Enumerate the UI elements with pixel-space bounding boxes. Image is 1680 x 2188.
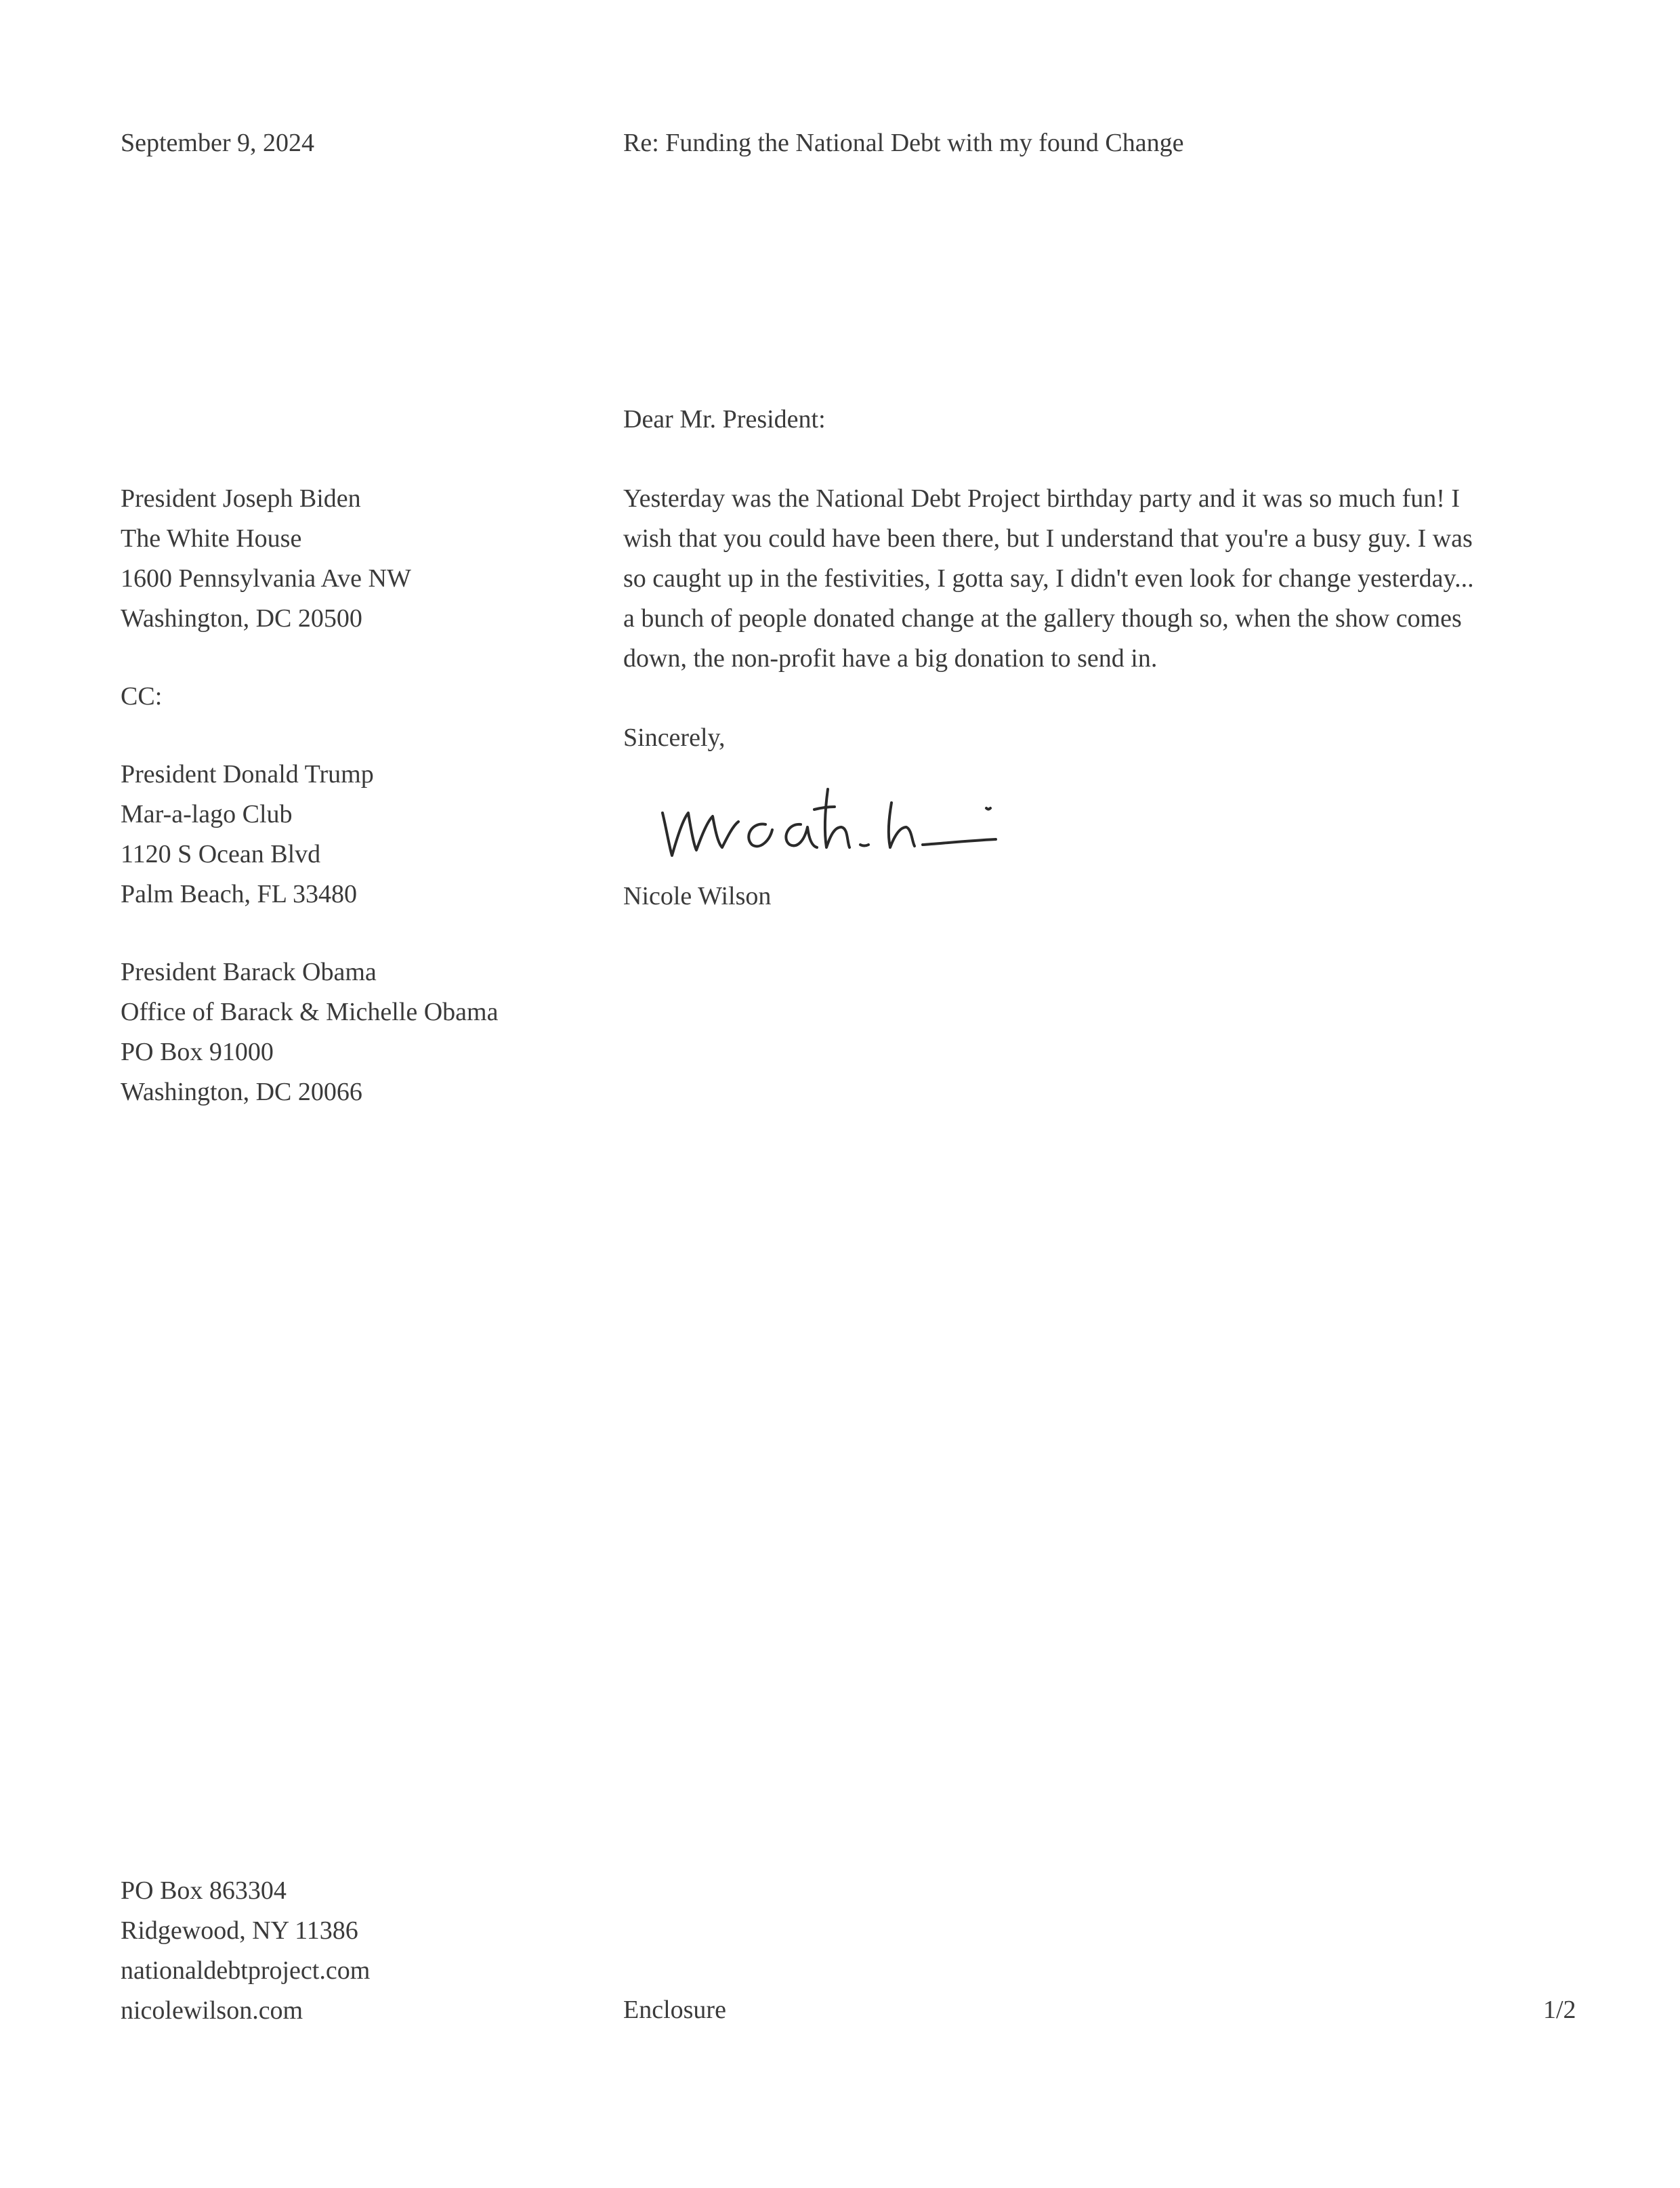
letter-date: September 9, 2024 xyxy=(121,129,315,157)
body-line: a bunch of people donated change at the gallery though so, when the show comes xyxy=(623,604,1462,633)
cc-label xyxy=(121,677,498,717)
address-line: Washington, DC 20066 xyxy=(121,1078,362,1106)
address-line: PO Box 91000 xyxy=(121,1038,274,1066)
signer-name: Nicole Wilson xyxy=(623,882,772,910)
footer-line: PO Box 863304 xyxy=(121,1876,287,1905)
footer-line: nicolewilson.com xyxy=(121,1996,303,2025)
body-line: Yesterday was the National Debt Project birthday party and it was so much fun! I xyxy=(623,484,1461,513)
address-line: 1120 S Ocean Blvd xyxy=(121,840,321,868)
address-line: Mar-a-lago Club xyxy=(121,800,293,828)
recipient-address xyxy=(121,479,498,639)
salutation: Dear Mr. President: xyxy=(623,405,826,434)
address-line: Palm Beach, FL 33480 xyxy=(121,880,357,908)
body-line: so caught up in the festivities, I gotta say, I didn't even look for change yesterday... xyxy=(623,564,1474,593)
closing: Sincerely, xyxy=(623,723,726,752)
cc-recipient-address xyxy=(121,952,498,1112)
cc-recipient-address xyxy=(121,755,498,914)
subject-line: Re: Funding the National Debt with my found Change xyxy=(623,129,1184,157)
address-line: 1600 Pennsylvania Ave NW xyxy=(121,564,411,593)
sender-footer xyxy=(121,1871,370,2031)
body-line: down, the non-profit have a big donation to send in. xyxy=(623,644,1158,673)
address-line: Office of Barack & Michelle Obama xyxy=(121,998,499,1026)
footer-line: nationaldebtproject.com xyxy=(121,1956,371,1985)
body-line: wish that you could have been there, but I understand that you're a busy guy. I was xyxy=(623,524,1473,553)
address-line: President Donald Trump xyxy=(121,760,374,788)
enclosure-note: Enclosure xyxy=(623,1996,726,2024)
handwritten-signature xyxy=(657,782,1009,870)
address-line: The White House xyxy=(121,524,302,553)
cc-label-text: CC: xyxy=(121,682,163,711)
address-line: President Barack Obama xyxy=(121,958,377,986)
address-line: President Joseph Biden xyxy=(121,484,361,513)
letter-body xyxy=(623,479,1558,679)
recipients-column xyxy=(121,479,498,1150)
address-line: Washington, DC 20500 xyxy=(121,604,362,633)
page-number: 1/2 xyxy=(1543,1996,1576,2024)
footer-line: Ridgewood, NY 11386 xyxy=(121,1916,358,1945)
